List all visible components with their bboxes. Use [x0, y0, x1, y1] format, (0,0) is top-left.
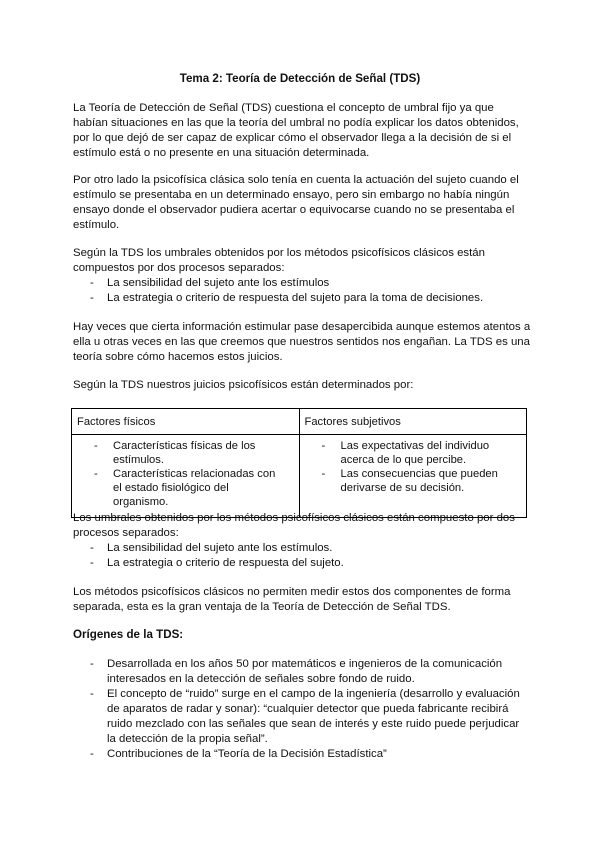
components-list: [73, 276, 531, 306]
list-item: - Contribuciones de la “Teoría de la Decisión Estadística”: [73, 747, 531, 762]
advantage-paragraph: Los métodos psicofísicos clásicos no permiten medir estos dos componentes de forma separada, esta es la gran ventaja de la Teoría de Detección de Señal TDS.: [73, 586, 511, 613]
list-item: - La sensibilidad del sujeto ante los estímulos.: [73, 541, 531, 556]
thresholds-list: [73, 541, 531, 571]
table-cell-subjective: [299, 435, 527, 518]
list-item: - Características físicas de los estímulos.: [77, 439, 294, 467]
table-header-physical: Factores físicos: [72, 409, 300, 435]
table-cell-physical: [72, 435, 300, 518]
list-item: - Características relacionadas con el estado fisiológico del organismo.: [77, 467, 294, 509]
factors-table: [71, 408, 527, 518]
factors-intro-paragraph: Según la TDS nuestros juicios psicofísicos están determinados por:: [73, 379, 414, 391]
intro-paragraph: La Teoría de Detección de Señal (TDS) cuestiona el concepto de umbral fijo ya que habían situaciones en las que la teoría del umbral no podía explicar los datos obtenidos, por lo que dejó de ser capaz de explicar cómo el observador llega a la decisión de si el estímulo está o no presente en una situación determinada.: [73, 102, 519, 159]
list-item: - Desarrollada en los años 50 por matemáticos e ingenieros de la comunicación interesados en la detección de señales sobre fondo de ruido.: [73, 657, 531, 687]
origins-heading: Orígenes de la TDS:: [73, 628, 184, 641]
origins-list: [73, 657, 531, 762]
list-item: - El concepto de “ruido” surge en el campo de la ingeniería (desarrollo y evaluación de aparatos de radar y sonar): “cualquier detector que pueda fabricante recibirá ruido mezclado con las señales que sean de interés y este ruido puede perjudicar la detección de la propia señal”.: [73, 687, 531, 747]
tds-components-paragraph: Según la TDS los umbrales obtenidos por los métodos psicofísicos clásicos están compuestos por dos procesos separados:: [73, 247, 485, 274]
table-header-row: [72, 409, 527, 435]
table-row: [72, 435, 527, 518]
list-item: - La estrategia o criterio de respuesta del sujeto para la toma de decisiones.: [73, 291, 531, 306]
classical-psychophysics-paragraph: Por otro lado la psicofísica clásica solo tenía en cuenta la actuación del sujeto cuando el estímulo se presentaba en un determinado ensayo, pero sin embargo no había ningún ensayo donde el observador pudiera acertar o equivocarse cuando no se presentaba el estímulo.: [73, 174, 519, 231]
list-item: - La sensibilidad del sujeto ante los estímulos: [73, 276, 531, 291]
thresholds-paragraph: Los umbrales obtenidos por los métodos psicofísicos clásicos están compuesto por dos procesos separados:: [73, 512, 515, 539]
page-title: Tema 2: Teoría de Detección de Señal (TDS): [179, 72, 421, 85]
table-header-subjective: Factores subjetivos: [299, 409, 527, 435]
list-item: - La estrategia o criterio de respuesta del sujeto.: [73, 556, 531, 571]
list-item: - Las expectativas del individuo acerca de lo que percibe.: [305, 439, 522, 467]
judgment-paragraph: Hay veces que cierta información estimular pase desapercibida aunque estemos atentos a ella u otras veces en las que creemos que nuestros sentidos nos engañan. La TDS es una teoría sobre cómo hacemos estos juicios.: [73, 321, 531, 363]
list-item: - Las consecuencias que pueden derivarse de su decisión.: [305, 467, 522, 495]
